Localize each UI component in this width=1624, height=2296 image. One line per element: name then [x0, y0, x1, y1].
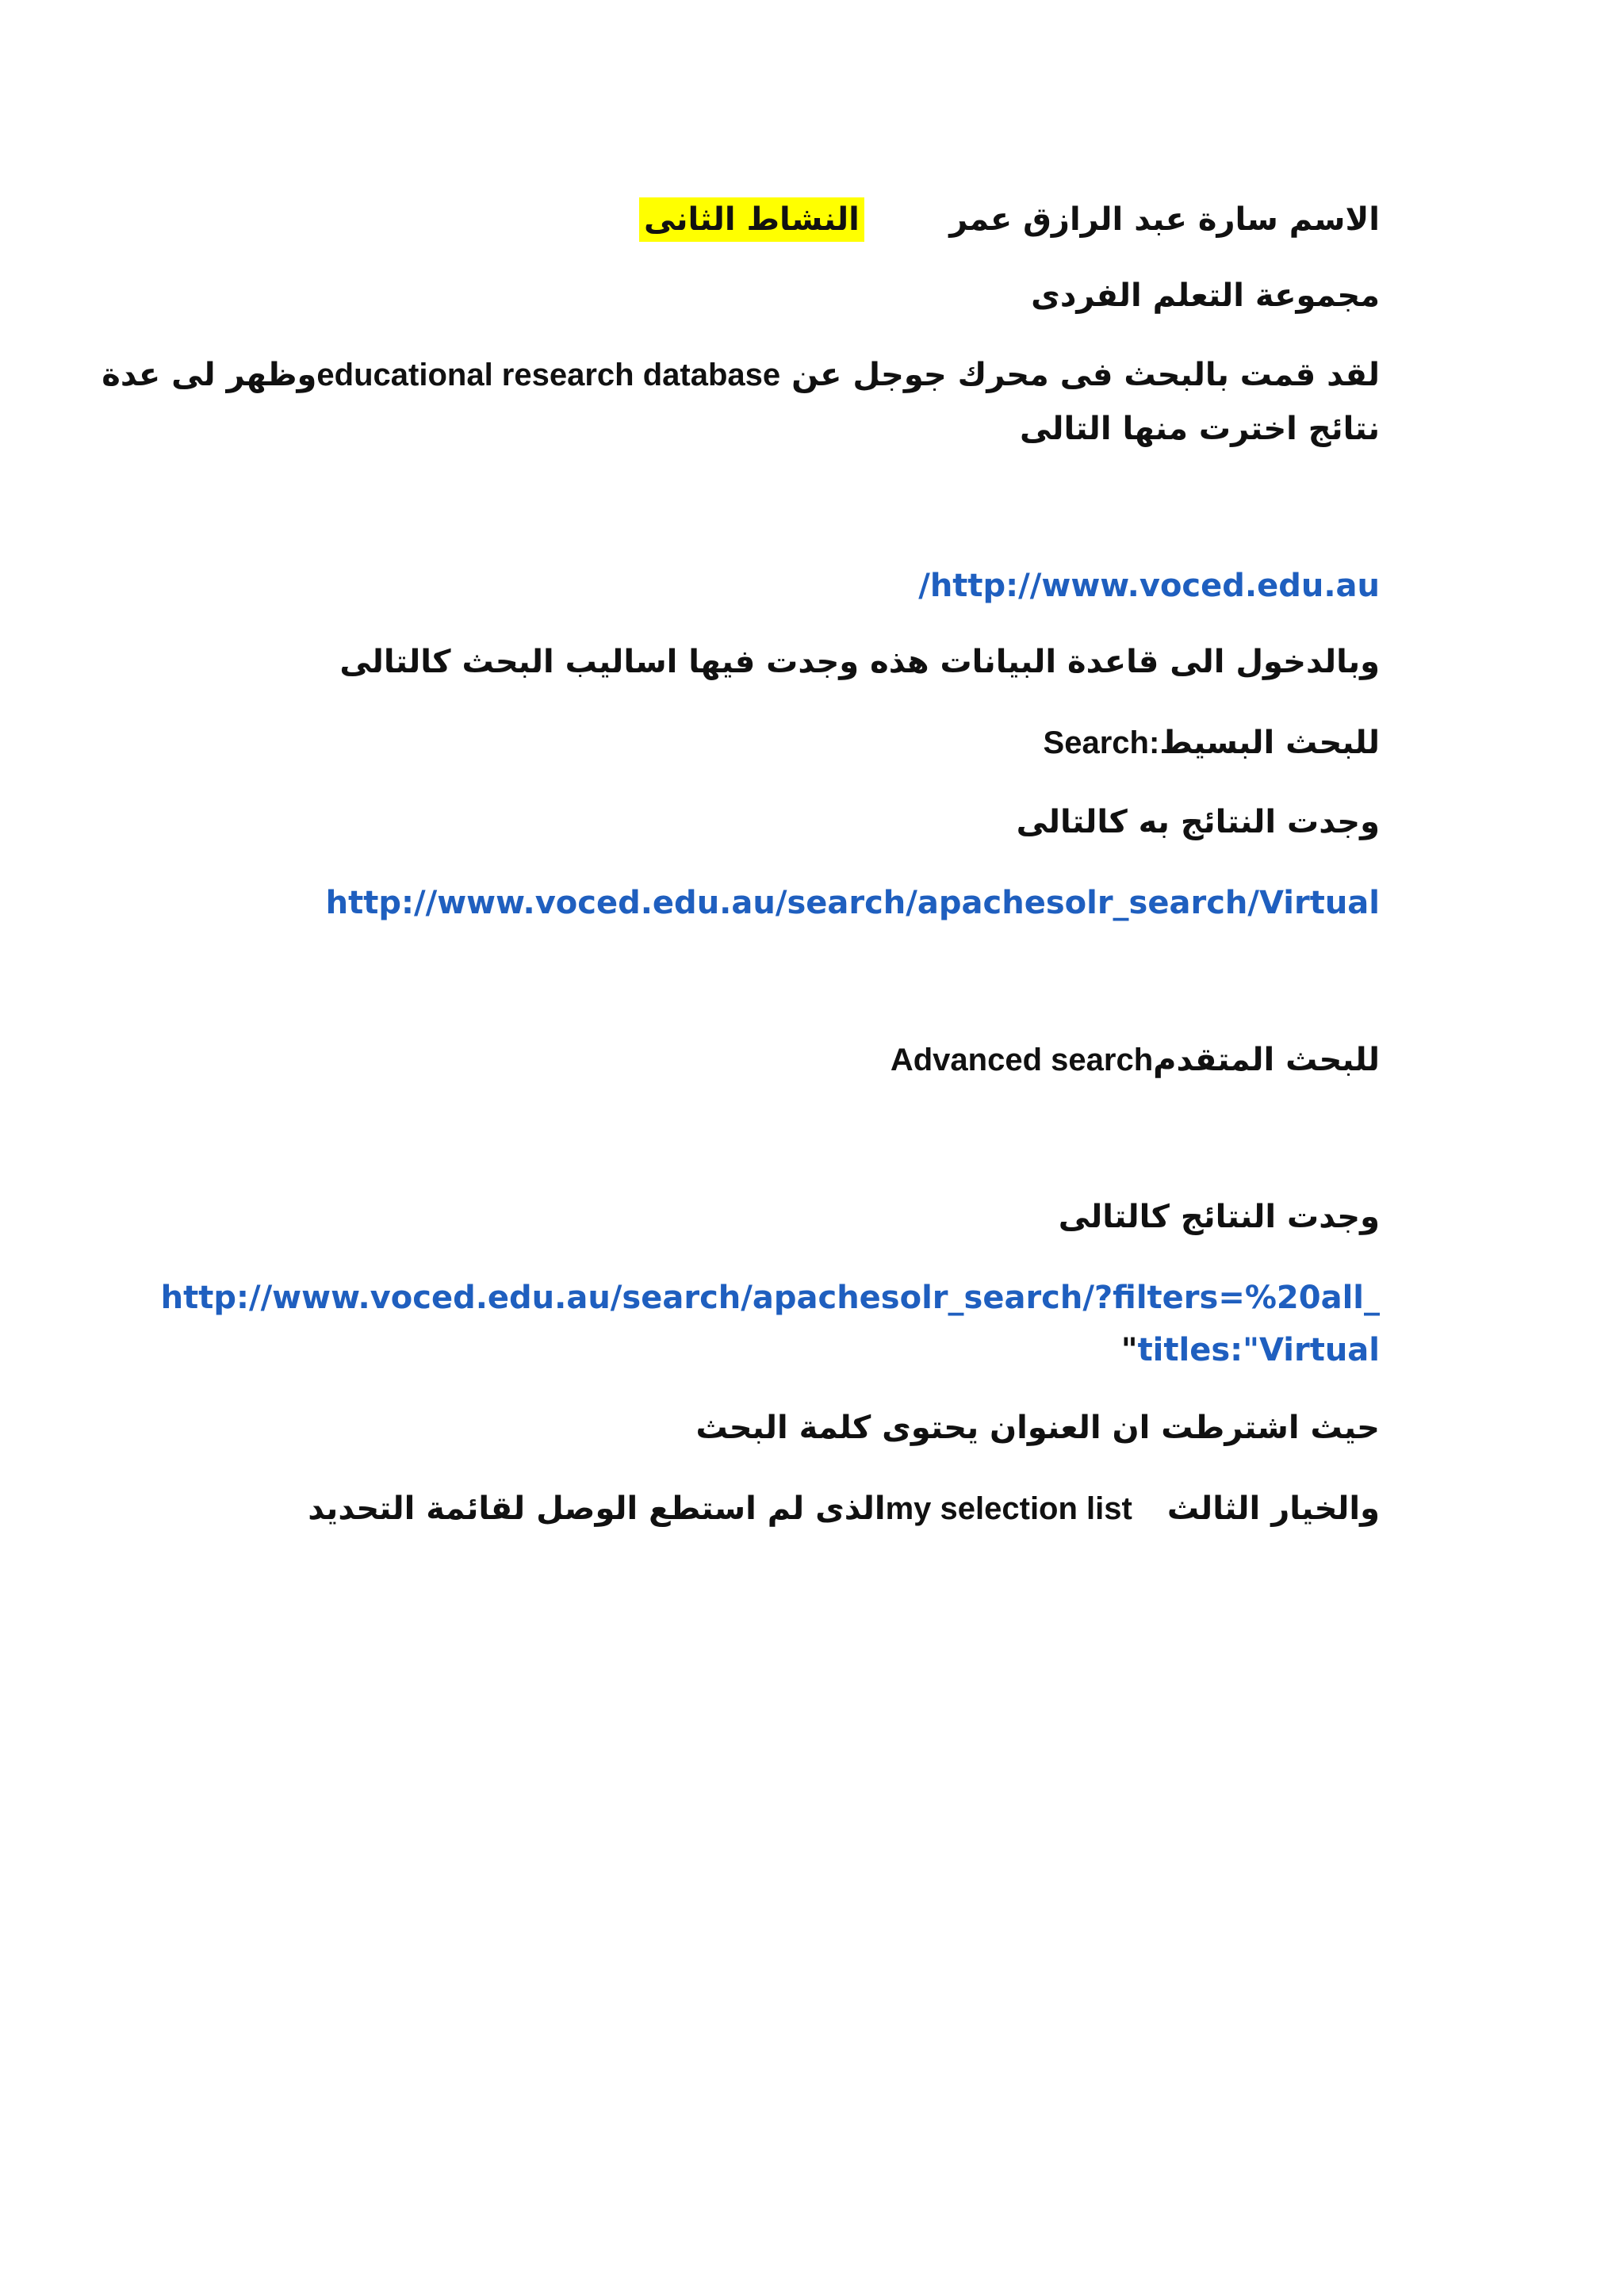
third-option-line [308, 1484, 1380, 1533]
voced-home-link-text[interactable]: /http://www.voced.edu.au [918, 568, 1380, 604]
advanced-search-label: للبحث المتقدم [1153, 1042, 1380, 1078]
intro-part-2: وظهر لى عدة [102, 357, 317, 393]
advanced-search-link-line-1[interactable] [161, 1272, 1380, 1324]
activity-label: النشاط الثانى [644, 201, 860, 238]
simple-search-label: للبحث البسيط [1159, 725, 1380, 761]
group-line [1031, 271, 1380, 320]
voced-home-link[interactable] [918, 560, 1380, 612]
advanced-search-line [891, 1035, 1380, 1085]
simple-search-link-text[interactable]: http://www.voced.edu.au/search/apachesolr_search/Virtual [325, 885, 1380, 921]
third-option-label: والخيار الثالث [1166, 1490, 1380, 1527]
third-option-rest: الذى لم استطع الوصل لقائمة التحديد [308, 1490, 886, 1527]
advanced-search-link-quote: " [1120, 1332, 1138, 1368]
intro-line-2 [1020, 404, 1380, 453]
advanced-search-link-line-2[interactable] [1121, 1324, 1380, 1376]
database-entry-text: وبالدخول الى قاعدة البيانات هذه وجدت فيها اساليب البحث كالتالى [339, 644, 1380, 680]
group-text: مجموعة التعلم الفردى [1031, 277, 1380, 314]
simple-search-term: Search: [1043, 725, 1160, 760]
intro-line-1 [102, 350, 1380, 400]
results-line-2 [1059, 1192, 1380, 1242]
simple-search-line [1044, 718, 1380, 767]
results-text-2: وجدت النتائج كالتالى [1058, 1199, 1380, 1235]
database-entry-line [339, 637, 1380, 687]
advanced-search-link-text-1[interactable]: http://www.voced.edu.au/search/apachesolr_search/?filters=%20all_ [160, 1280, 1380, 1316]
simple-search-link[interactable] [326, 877, 1380, 929]
results-text-1: وجدت النتائج به كالتالى [1016, 804, 1380, 840]
intro-line-2-text: نتائج اخترت منها التالى [1019, 411, 1380, 447]
results-line-1 [1017, 798, 1380, 847]
selection-list-term: my selection list [885, 1491, 1132, 1526]
condition-text: حيث اشترطت ان العنوان يحتوى كلمة البحث [695, 1410, 1380, 1446]
intro-part-1: لقد قمت بالبحث فى محرك جوجل عن [780, 357, 1380, 393]
advanced-search-term: Advanced search [890, 1043, 1154, 1077]
activity-label-highlight [639, 197, 864, 242]
student-name: الاسم سارة عبد الرازق عمر [949, 201, 1380, 238]
student-name-line [949, 195, 1380, 244]
condition-line [695, 1403, 1380, 1452]
advanced-search-link-text-2[interactable]: titles:"Virtual [1137, 1332, 1380, 1368]
search-query: educational research database [316, 358, 781, 392]
